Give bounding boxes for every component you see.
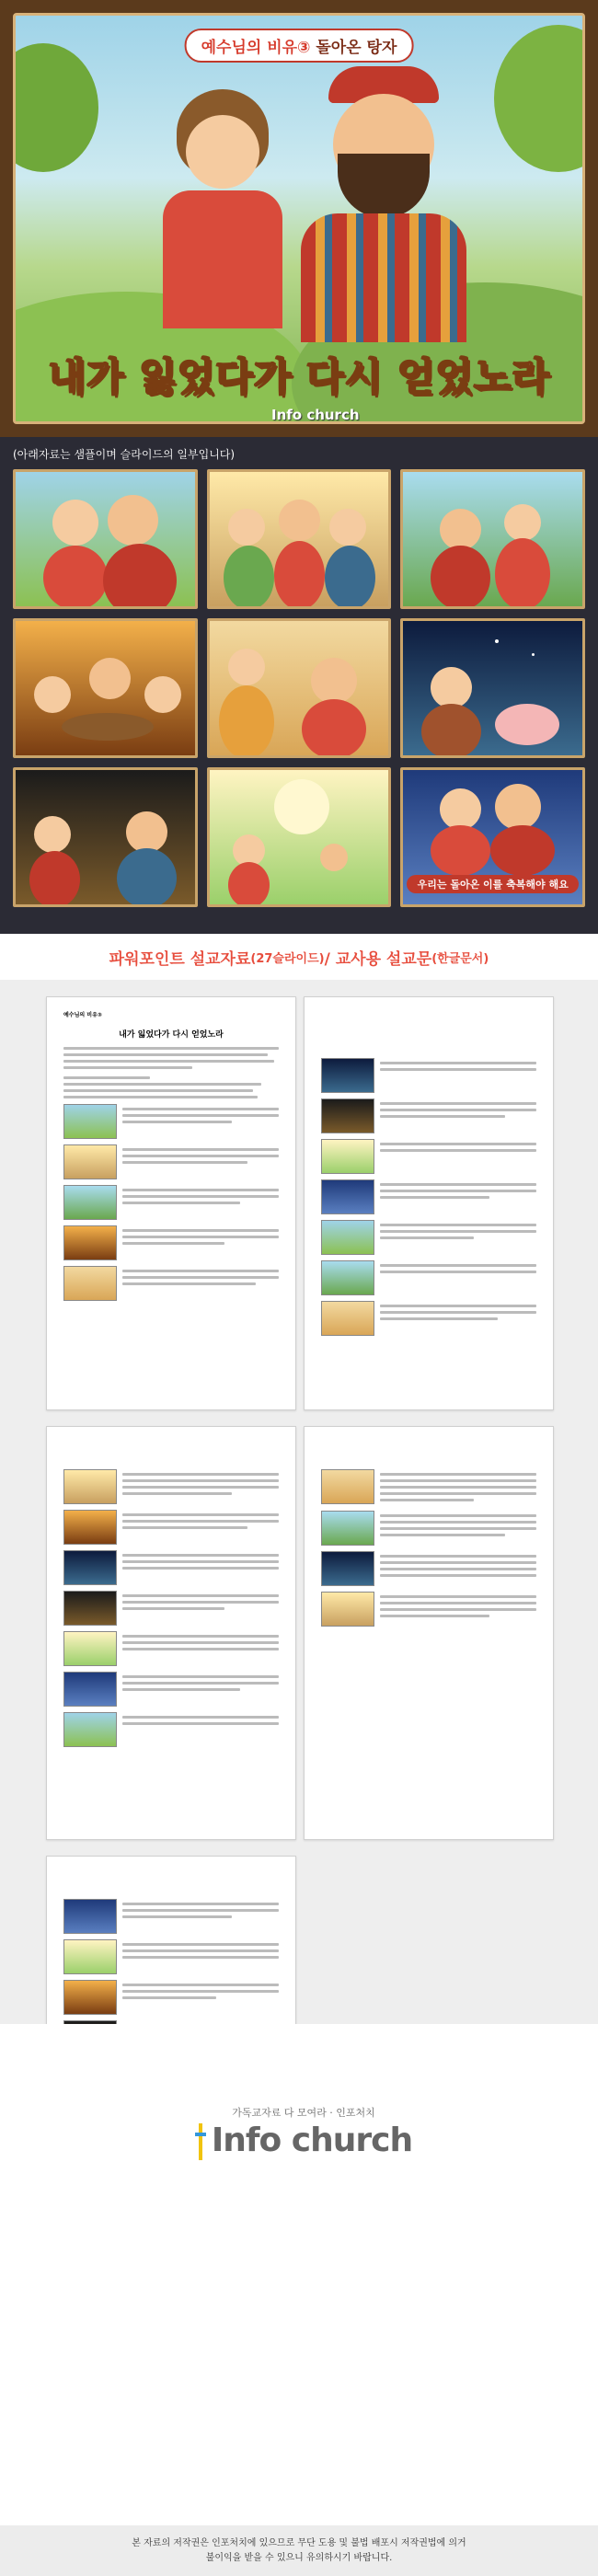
document-page — [304, 996, 554, 1410]
document-page — [46, 1426, 296, 1840]
slide-thumbnail — [13, 618, 198, 758]
hero-banner — [0, 0, 598, 437]
hero-main-title: 내가 잃었다가 다시 얻었노라 — [48, 354, 550, 399]
slide-caption: 우리는 돌아온 이를 축복해야 해요 — [407, 875, 579, 893]
sample-note: (아래자료는 샘플이며 슬라이드의 일부입니다) — [13, 448, 236, 461]
document-previews — [0, 980, 598, 2134]
slide-thumbnail — [207, 767, 392, 907]
logo-tagline: 가독교자료 다 모여라 · 인포처치 — [232, 2107, 375, 2119]
hero-illustration — [13, 13, 585, 424]
sample-slides-section — [0, 437, 598, 934]
cross-icon — [195, 2123, 206, 2160]
slide-thumbnail — [400, 767, 585, 907]
footer-logo — [184, 2105, 423, 2160]
slide-thumbnail — [207, 469, 392, 609]
hero-subtitle: 예수님의 비유③ 돌아온 탕자 — [185, 29, 414, 63]
slide-thumbnail — [400, 618, 585, 758]
materials-title: 파워포인트 설교자료 (27슬라이드) / 교사용 설교문 (한글문서) — [0, 934, 598, 980]
document-page — [304, 1426, 554, 1840]
footer — [0, 2024, 598, 2576]
document-page — [46, 996, 296, 1410]
slide-thumbnail — [207, 618, 392, 758]
doc-title: 내가 잃었다가 다시 얻었노라 — [119, 1030, 224, 1040]
slide-thumbnail — [13, 767, 198, 907]
father-figure — [292, 66, 476, 342]
logo-name: Info church — [211, 2122, 413, 2159]
doc-label: 예수님의 비유③ — [63, 1012, 102, 1018]
son-figure — [154, 89, 292, 328]
slide-thumbnail — [13, 469, 198, 609]
copyright-notice: 본 자료의 저작권은 인포처치에 있으므로 무단 도용 및 불법 배포시 저작권법에 의거 불이익을 받을 수 있으니 유의하시기 바랍니다. — [0, 2525, 598, 2576]
slide-thumbnail — [400, 469, 585, 609]
hero-logo: Info church — [271, 407, 360, 423]
